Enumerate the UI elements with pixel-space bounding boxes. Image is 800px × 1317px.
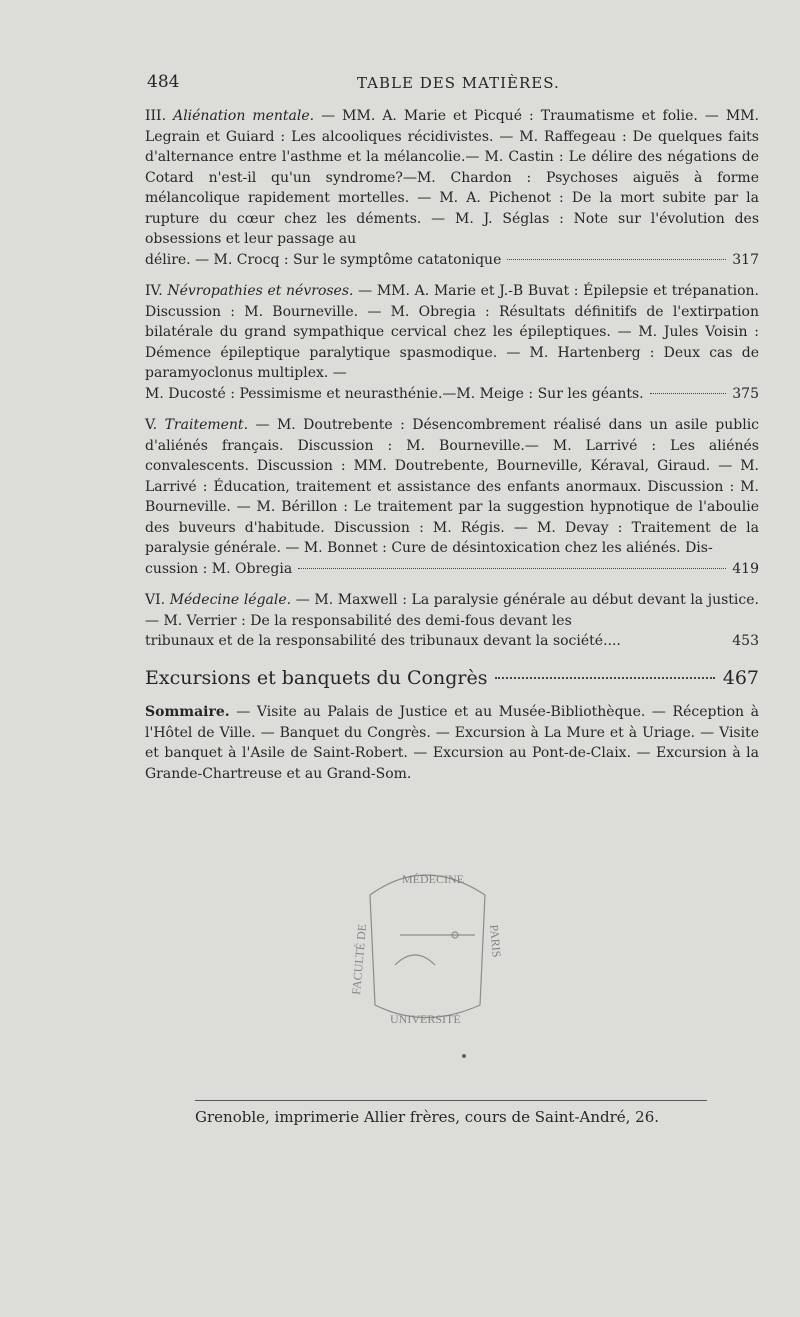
dot-leader	[507, 259, 726, 260]
entry-last-line: cussion : M. Obregia	[145, 560, 293, 577]
entry-leader	[145, 631, 759, 652]
library-stamp	[349, 855, 504, 1030]
dot-leader	[298, 568, 726, 569]
dot-leader	[650, 393, 727, 394]
entry-text: — MM. A. Marie et Picqué : Traumatisme et folie. — MM. Legrain et Guiard : Les alcooliques récidivistes. — M. Raffegeau : De quelques faits d'alternance entre l'asthme et la mélancolie.— M. Castin : Le délire des négations de Cotard n'est-il qu'un syndrome?—M. Chardon : Psychoses aiguës à forme mélancolique rapidement mortelles. — M. A. Pichenot : De la mort subite par la rupture du cœur chez les déments. — M. J. Séglas : Note sur l'évolution des obsessions et leur passage au	[145, 108, 760, 247]
sommaire-label: Sommaire.	[145, 704, 230, 720]
entry-number: VI.	[145, 592, 166, 608]
entry-page[interactable]: 317	[732, 251, 759, 268]
ink-dot	[462, 1054, 466, 1058]
page-header	[147, 72, 759, 96]
entry-number: V.	[145, 417, 158, 433]
toc-entry-v	[145, 415, 759, 579]
toc-entry-vi	[145, 590, 759, 652]
footer-rule	[195, 1100, 707, 1101]
entry-label: Médecine légale.	[169, 592, 292, 608]
entry-number: IV.	[145, 283, 163, 299]
entry-number: III.	[145, 108, 167, 124]
entry-leader	[145, 384, 759, 405]
section-title: Excursions et banquets du Congrès	[145, 666, 488, 689]
dot-leader	[495, 677, 714, 679]
sommaire-text: — Visite au Palais de Justice et au Musée-Bibliothèque. — Réception à l'Hôtel de Ville. — Banquet du Congrès. — Excursion à La Mure et à Uriage. — Visite et banquet à l'Asile de Saint-Robert. — Excursion au Pont-de-Claix. — Excursion à la Grande-Chartreuse et au Grand-Som.	[145, 704, 759, 782]
entry-last-line: délire. — M. Crocq : Sur le symptôme catatonique	[145, 251, 502, 268]
stamp-text-bottom: UNIVERSITÉ	[390, 1012, 461, 1026]
toc-entry-iii	[145, 106, 759, 270]
entry-text: — M. Maxwell : La paralysie générale au début devant la justice. — M. Verrier : De la responsabilité des demi-fous devant les	[145, 592, 759, 629]
toc-entry-iv	[145, 281, 759, 404]
running-head: TABLE DES MATIÈRES.	[357, 74, 560, 92]
entry-last-line: tribunaux et de la responsabilité des tribunaux devant la société....	[145, 633, 621, 649]
entry-leader	[145, 250, 759, 271]
entry-label: Traitement.	[164, 417, 249, 433]
entry-text: — MM. A. Marie et J.-B Buvat : Épilepsie et trépanation. Discussion : M. Bourneville. — M. Obregia : Résultats définitifs de l'extirpation bilatérale du grand sympathique cervical chez les épileptiques. — M. Jules Voisin : Démence épileptique paralytique spasmodique. — M. Hartenberg : Deux cas de paramyoclonus multiplex. —	[145, 283, 759, 381]
stamp-text-top: MÉDECINE	[402, 872, 464, 886]
stamp-text-left: FACULTÉ DE	[349, 923, 370, 996]
imprint-footer: Grenoble, imprimerie Allier frères, cours de Saint-André, 26.	[195, 1108, 660, 1126]
sommaire	[145, 702, 759, 784]
entry-last-line: M. Ducosté : Pessimisme et neurasthénie.—M. Meige : Sur les géants.	[145, 385, 644, 402]
section-page[interactable]: 467	[722, 666, 759, 689]
entry-text: — M. Doutrebente : Désencombrement réalisé dans un asile public d'aliénés français. Discussion : M. Bourneville.— M. Larrivé : Les aliénés convalescents. Discussion : MM. Doutrebente, Bourneville, Kéraval, Giraud. — M. Larrivé : Éducation, traitement et assistance des enfants anormaux. Discussion : M. Bourneville. — M. Bérillon : Le traitement par la suggestion hypnotique de l'aboulie des buveurs d'habitude. Discussion : M. Régis. — M. Devay : Traitement de la paralysie générale. — M. Bonnet : Cure de désintoxication chez les aliénés. Dis-	[145, 417, 760, 556]
entry-label: Aliénation mentale.	[173, 108, 315, 124]
section-heading	[145, 668, 759, 689]
stamp-text-right: PARIS	[487, 924, 504, 959]
entry-page[interactable]: 453	[732, 633, 759, 649]
page-number: 484	[147, 72, 180, 92]
toc-body	[145, 106, 759, 795]
entry-page[interactable]: 419	[732, 560, 759, 577]
entry-leader	[145, 559, 759, 580]
entry-page[interactable]: 375	[732, 385, 759, 402]
entry-label: Névropathies et névroses.	[167, 283, 354, 299]
